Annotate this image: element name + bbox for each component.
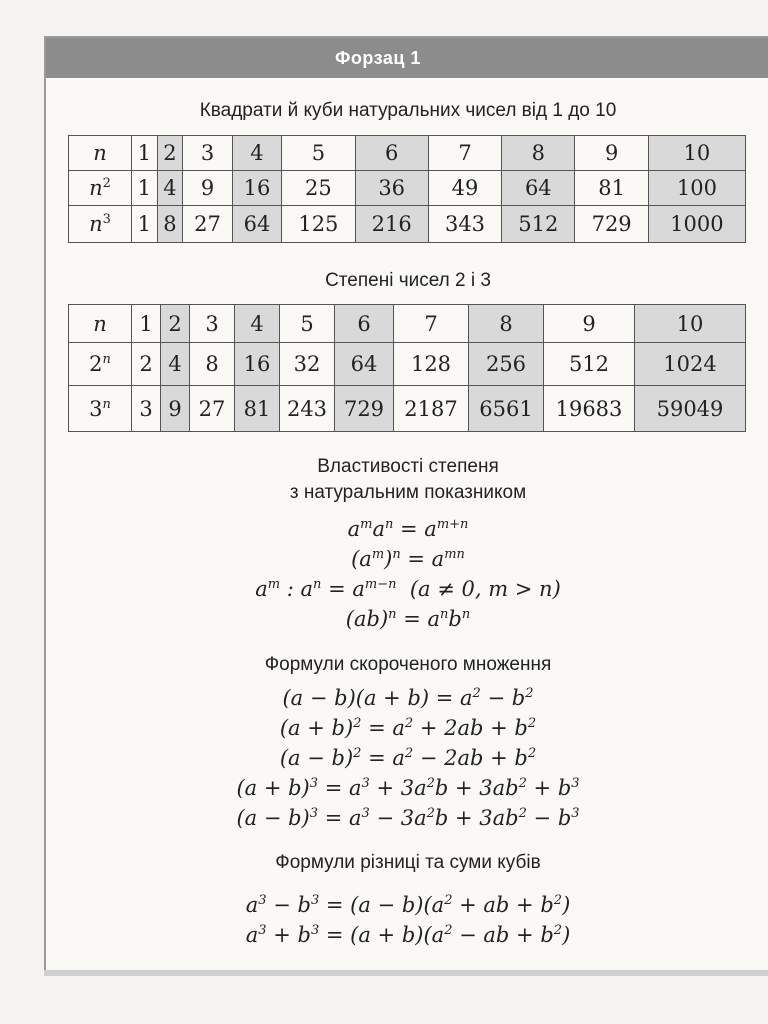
table-row: [69, 206, 746, 243]
cell: 81: [235, 386, 280, 432]
header-bar: [46, 38, 768, 78]
cell: 6: [335, 305, 394, 343]
row-label-n: n: [69, 136, 132, 171]
formula-product: $a^ma^n = a^{m+n}$: [347, 517, 469, 541]
row-label-n3: $n^3$: [69, 206, 132, 243]
formula-cube-diff: $(a - b)^3 = a^3 - 3a^2b + 3ab^2 - b^3$: [236, 806, 580, 830]
powers-table: [68, 304, 746, 432]
properties-title-line2: з натуральним показником: [289, 482, 527, 503]
cubes-title: Формули різниці та суми кубів: [275, 852, 541, 873]
row-label-n2: $n^2$: [69, 171, 132, 206]
cell: 5: [282, 136, 355, 171]
cell: 343: [428, 206, 501, 243]
table-row: [69, 136, 746, 171]
table-row: [69, 305, 746, 343]
cell: 729: [335, 386, 394, 432]
cell: 243: [280, 386, 335, 432]
cell: 3: [183, 136, 232, 171]
cell: 128: [394, 343, 469, 386]
formula-sum-cubes: $a^3 + b^3 = (a + b)(a^2$ − ab + $b^2$): [245, 923, 571, 947]
cell: 6: [355, 136, 428, 171]
properties-title-line1: Властивості степеня: [317, 456, 499, 477]
cell: 32: [280, 343, 335, 386]
cell: 9: [161, 386, 190, 432]
cell: 3: [132, 386, 161, 432]
cell: 4: [161, 343, 190, 386]
cell: 9: [183, 171, 232, 206]
cell: 7: [428, 136, 501, 171]
cell: 4: [235, 305, 280, 343]
cell: 10: [648, 136, 745, 171]
cell: 8: [469, 305, 544, 343]
cell: 1: [132, 305, 161, 343]
cell: 125: [282, 206, 355, 243]
cell: 25: [282, 171, 355, 206]
cell: 2: [157, 136, 183, 171]
cell: 216: [355, 206, 428, 243]
cell: 1: [132, 171, 158, 206]
bottom-border: [44, 970, 768, 976]
cell: 4: [157, 171, 183, 206]
header-title: Форзац 1: [335, 47, 421, 68]
cell: 64: [502, 171, 575, 206]
cell: 64: [335, 343, 394, 386]
cell: 64: [232, 206, 281, 243]
cell: 5: [280, 305, 335, 343]
cell: 2: [161, 305, 190, 343]
cell: 59049: [635, 386, 746, 432]
cell: 16: [232, 171, 281, 206]
table-row: [69, 343, 746, 386]
properties-formulas: [46, 514, 768, 634]
formula-square-diff: $(a - b)^2 = a^2 - 2ab + b^2$: [279, 746, 537, 770]
cell: 1: [132, 206, 158, 243]
abbrev-formulas: [46, 683, 768, 833]
table-row: [69, 171, 746, 206]
cell: 512: [544, 343, 635, 386]
table-row: [69, 386, 746, 432]
cell: 4: [232, 136, 281, 171]
powers-title: Степені чисел 2 і 3: [325, 270, 491, 291]
cell: 1000: [648, 206, 745, 243]
abbrev-title: Формули скороченого множення: [264, 654, 552, 675]
formula-square-sum: $(a + b)^2 = a^2 + 2ab + b^2$: [279, 716, 537, 740]
squares-cubes-table: [68, 135, 746, 243]
cell: 8: [157, 206, 183, 243]
formula-cube-sum: $(a + b)^3 = a^3 + 3a^2b + 3ab^2 + b^3$: [236, 776, 580, 800]
squares-cubes-title: Квадрати й куби натуральних чисел від 1 до 10: [199, 100, 617, 121]
cell: 10: [635, 305, 746, 343]
formula-diff-cubes: $a^3 - b^3 = (a - b)(a^2$ + ab + $b^2$): [245, 893, 571, 917]
row-label-2n: 2$^n$: [69, 343, 132, 386]
cell: 8: [190, 343, 235, 386]
cell: 16: [235, 343, 280, 386]
formula-quotient: $a^m$ : $a^n = a^{m-n}$ (a ≠ 0, m > n): [255, 577, 561, 601]
cell: 8: [502, 136, 575, 171]
cell: 27: [183, 206, 232, 243]
row-label-n: n: [69, 305, 132, 343]
formula-product-power: $(ab)^n = a^nb^n$: [345, 607, 471, 631]
row-label-3n: 3$^n$: [69, 386, 132, 432]
cell: 100: [648, 171, 745, 206]
cell: 7: [394, 305, 469, 343]
cell: 2: [132, 343, 161, 386]
cubes-formulas: [46, 890, 768, 950]
cell: 36: [355, 171, 428, 206]
cell: 81: [575, 171, 648, 206]
cell: 1024: [635, 343, 746, 386]
formula-diff-squares: $(a - b)(a + b) = a^2 - b^2$: [282, 686, 534, 710]
page-frame: [44, 36, 768, 974]
formula-power-of-power: $(a^m)^n = a^{mn}$: [351, 547, 465, 571]
cell: 9: [575, 136, 648, 171]
cell: 3: [190, 305, 235, 343]
cell: 1: [132, 136, 158, 171]
cell: 19683: [544, 386, 635, 432]
cell: 9: [544, 305, 635, 343]
cell: 729: [575, 206, 648, 243]
cell: 256: [469, 343, 544, 386]
cell: 512: [502, 206, 575, 243]
cell: 49: [428, 171, 501, 206]
cell: 27: [190, 386, 235, 432]
cell: 2187: [394, 386, 469, 432]
cell: 6561: [469, 386, 544, 432]
